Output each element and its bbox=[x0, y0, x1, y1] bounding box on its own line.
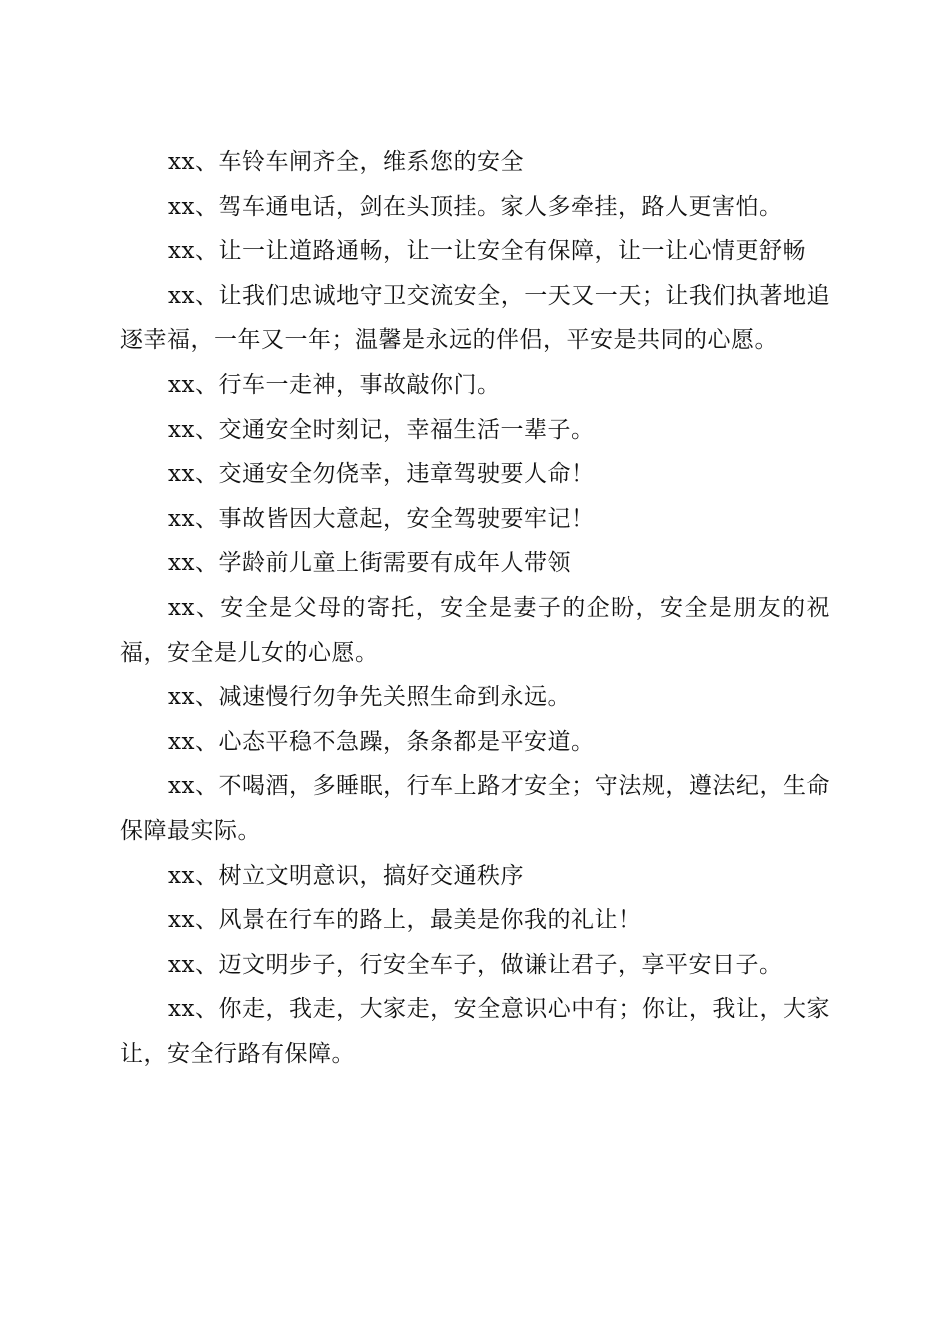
slogan-paragraph: xx、树立文明意识，搞好交通秩序 bbox=[168, 862, 524, 889]
slogan-paragraph: xx、交通安全勿侥幸，违章驾驶要人命！ bbox=[168, 461, 595, 488]
slogan-paragraph: xx、驾车通电话，剑在头顶挂。家人多牵挂，路人更害怕。 bbox=[168, 193, 783, 220]
slogan-paragraph: xx、心态平稳不急躁，条条都是平安道。 bbox=[168, 728, 595, 755]
document-body bbox=[120, 140, 830, 1076]
slogan-paragraph: xx、让我们忠诚地守卫交流安全，一天又一天；让我们执著地追逐幸福，一年又一年；温馨是永远的伴侣，平安是共同的心愿。 bbox=[120, 282, 830, 354]
slogan-paragraph: xx、学龄前儿童上街需要有成年人带领 bbox=[168, 550, 571, 577]
slogan-paragraph: xx、事故皆因大意起，安全驾驶要牢记！ bbox=[168, 505, 595, 532]
slogan-paragraph: xx、车铃车闸齐全，维系您的安全 bbox=[168, 149, 524, 175]
slogan-paragraph: xx、让一让道路通畅，让一让安全有保障，让一让心情更舒畅 bbox=[168, 238, 806, 265]
slogan-paragraph: xx、迈文明步子，行安全车子，做谦让君子，享平安日子。 bbox=[168, 951, 783, 978]
slogan-paragraph: xx、风景在行车的路上，最美是你我的礼让！ bbox=[168, 907, 642, 934]
slogan-paragraph: xx、安全是父母的寄托，安全是妻子的企盼，安全是朋友的祝福，安全是儿女的心愿。 bbox=[120, 594, 830, 666]
slogan-paragraph: xx、不喝酒，多睡眠，行车上路才安全；守法规，遵法纪，生命保障最实际。 bbox=[120, 773, 830, 844]
slogan-paragraph: xx、行车一走神，事故敲你门。 bbox=[168, 371, 501, 398]
slogan-paragraph: xx、减速慢行勿争先关照生命到永远。 bbox=[168, 684, 571, 711]
slogan-paragraph: xx、你走，我走，大家走，安全意识心中有；你让，我让，大家让，安全行路有保障。 bbox=[120, 996, 830, 1067]
slogan-paragraph: xx、交通安全时刻记，幸福生活一辈子。 bbox=[168, 416, 595, 443]
